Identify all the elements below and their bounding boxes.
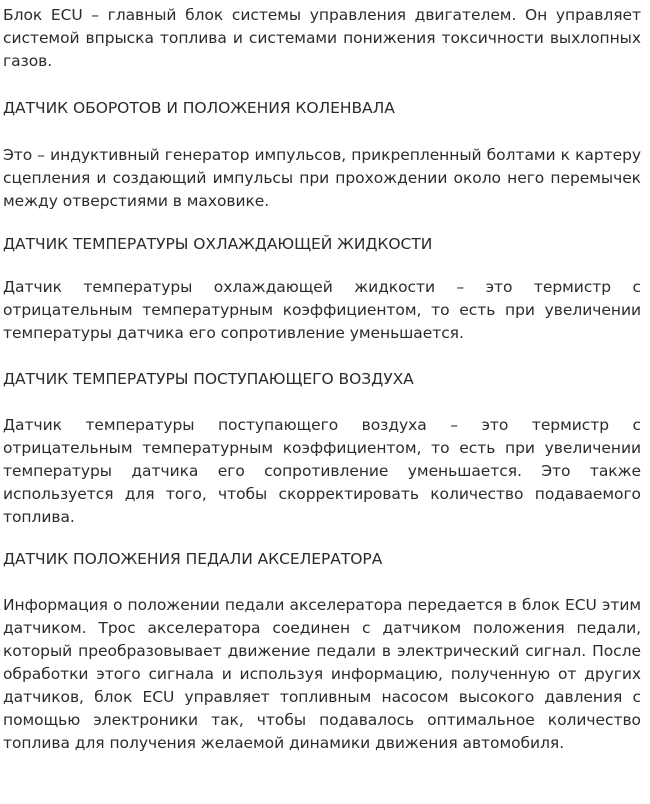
section-heading-pedal-position-sensor: ДАТЧИК ПОЛОЖЕНИЯ ПЕДАЛИ АКСЕЛЕРАТОРА — [3, 550, 383, 568]
section-heading-intake-air-temp-sensor: ДАТЧИК ТЕМПЕРАТУРЫ ПОСТУПАЮЩЕГО ВОЗДУХА — [3, 370, 414, 388]
section-text-crankshaft-sensor: Это – индуктивный генератор импульсов, прикрепленный болтами к картеру сцепления и создающий импульсы при прохождении около него перемычек между отверстиями в маховике. — [3, 146, 641, 210]
intro-paragraph: Блок ECU – главный блок системы управления двигателем. Он управляет системой впрыска топлива и системами понижения токсичности выхлопных газов. — [3, 6, 641, 70]
section-text-coolant-temp-sensor: Датчик температуры охлаждающей жидкости – это термистр с отрицательным температурным коэффициентом, то есть при увеличении температуры датчика его сопротивление уменьшается. — [3, 278, 641, 342]
section-text-pedal-position-sensor: Информация о положении педали акселератора передается в блок ECU этим датчиком. Трос акселератора соединен с датчиком положения педали, который преобразовывает движение педали в электрический сигнал. После обработки этого сигнала и используя информацию, полученную от других датчиков, блок ECU управляет топливным насосом высокого давления с помощью электроники так, чтобы подавалось оптимальное количество топлива для получения желаемой динамики движения автомобиля. — [3, 596, 641, 752]
article-body — [0, 4, 650, 755]
section-text-intake-air-temp-sensor: Датчик температуры поступающего воздуха – это термистр с отрицательным температурным коэффициентом, то есть при увеличении температуры датчика его сопротивление уменьшается. Это также используется для того, чтобы скорректировать количество подаваемого топлива. — [3, 416, 641, 526]
section-heading-crankshaft-sensor: ДАТЧИК ОБОРОТОВ И ПОЛОЖЕНИЯ КОЛЕНВАЛА — [3, 99, 395, 117]
section-heading-coolant-temp-sensor: ДАТЧИК ТЕМПЕРАТУРЫ ОХЛАЖДАЮЩЕЙ ЖИДКОСТИ — [3, 235, 433, 253]
